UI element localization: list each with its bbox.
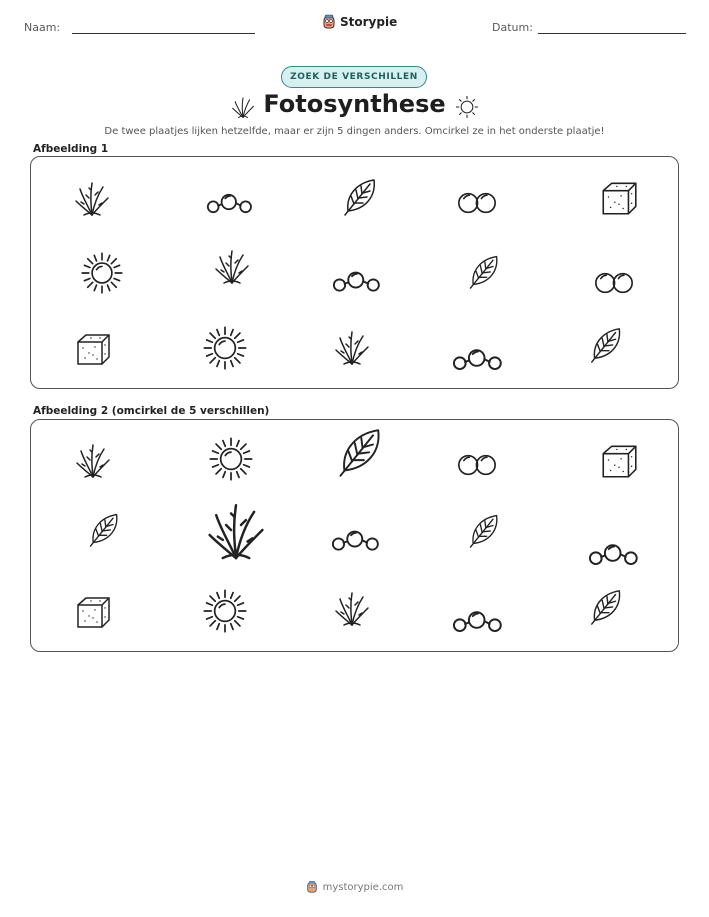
leaf-icon[interactable] <box>587 325 625 363</box>
plant-icon[interactable] <box>332 327 372 367</box>
leaf-icon[interactable] <box>587 587 625 625</box>
footer <box>0 880 709 894</box>
footer-url[interactable]: mystorypie.com <box>322 881 404 893</box>
plant-icon[interactable] <box>73 440 113 480</box>
sun-icon <box>454 94 480 124</box>
leaf-icon[interactable] <box>466 512 502 548</box>
water-drops-icon[interactable] <box>592 261 636 305</box>
molecule-icon[interactable] <box>206 178 254 226</box>
molecule-icon[interactable] <box>588 527 640 579</box>
molecule-icon[interactable] <box>452 594 504 646</box>
sun-icon[interactable] <box>202 325 248 371</box>
instructions: De twee plaatjes lijken hetzelfde, maar er zijn 5 dingen anders. Omcirkel ze in het onderste plaatje! <box>104 126 605 137</box>
date-line[interactable] <box>538 33 686 34</box>
water-drops-icon[interactable] <box>455 181 499 225</box>
plant-icon[interactable] <box>72 178 112 218</box>
sun-icon[interactable] <box>208 436 254 482</box>
leaf-icon[interactable] <box>340 176 380 216</box>
sugar-cube-icon[interactable] <box>73 592 113 632</box>
storypie-mascot-icon <box>322 14 336 30</box>
sugar-cube-icon[interactable] <box>73 329 113 369</box>
molecule-icon[interactable] <box>452 332 504 384</box>
plant-icon[interactable] <box>332 588 372 628</box>
sugar-cube-icon[interactable] <box>598 177 640 219</box>
worksheet-type-badge: ZOEK DE VERSCHILLEN <box>281 66 427 88</box>
sun-icon[interactable] <box>80 251 124 295</box>
plant-icon[interactable] <box>203 497 269 563</box>
leaf-icon[interactable] <box>466 253 502 289</box>
water-drops-icon[interactable] <box>455 443 499 487</box>
picture-2-label: Afbeelding 2 (omcirkel de 5 verschillen) <box>33 405 270 417</box>
storypie-mascot-icon <box>306 880 318 894</box>
plant-icon[interactable] <box>212 246 252 286</box>
name-line[interactable] <box>72 33 255 34</box>
brand-logo <box>322 14 397 30</box>
sun-icon[interactable] <box>202 588 248 634</box>
molecule-icon[interactable] <box>332 255 382 305</box>
sugar-cube-icon[interactable] <box>598 440 640 482</box>
name-label: Naam: <box>24 21 61 34</box>
brand-name: Storypie <box>340 15 398 29</box>
leaf-icon[interactable] <box>86 511 122 547</box>
leaf-icon[interactable] <box>334 425 386 477</box>
date-label: Datum: <box>492 21 533 34</box>
picture-1-label: Afbeelding 1 <box>33 143 109 155</box>
molecule-icon[interactable] <box>331 514 381 564</box>
page-title: Fotosynthese <box>263 90 446 118</box>
